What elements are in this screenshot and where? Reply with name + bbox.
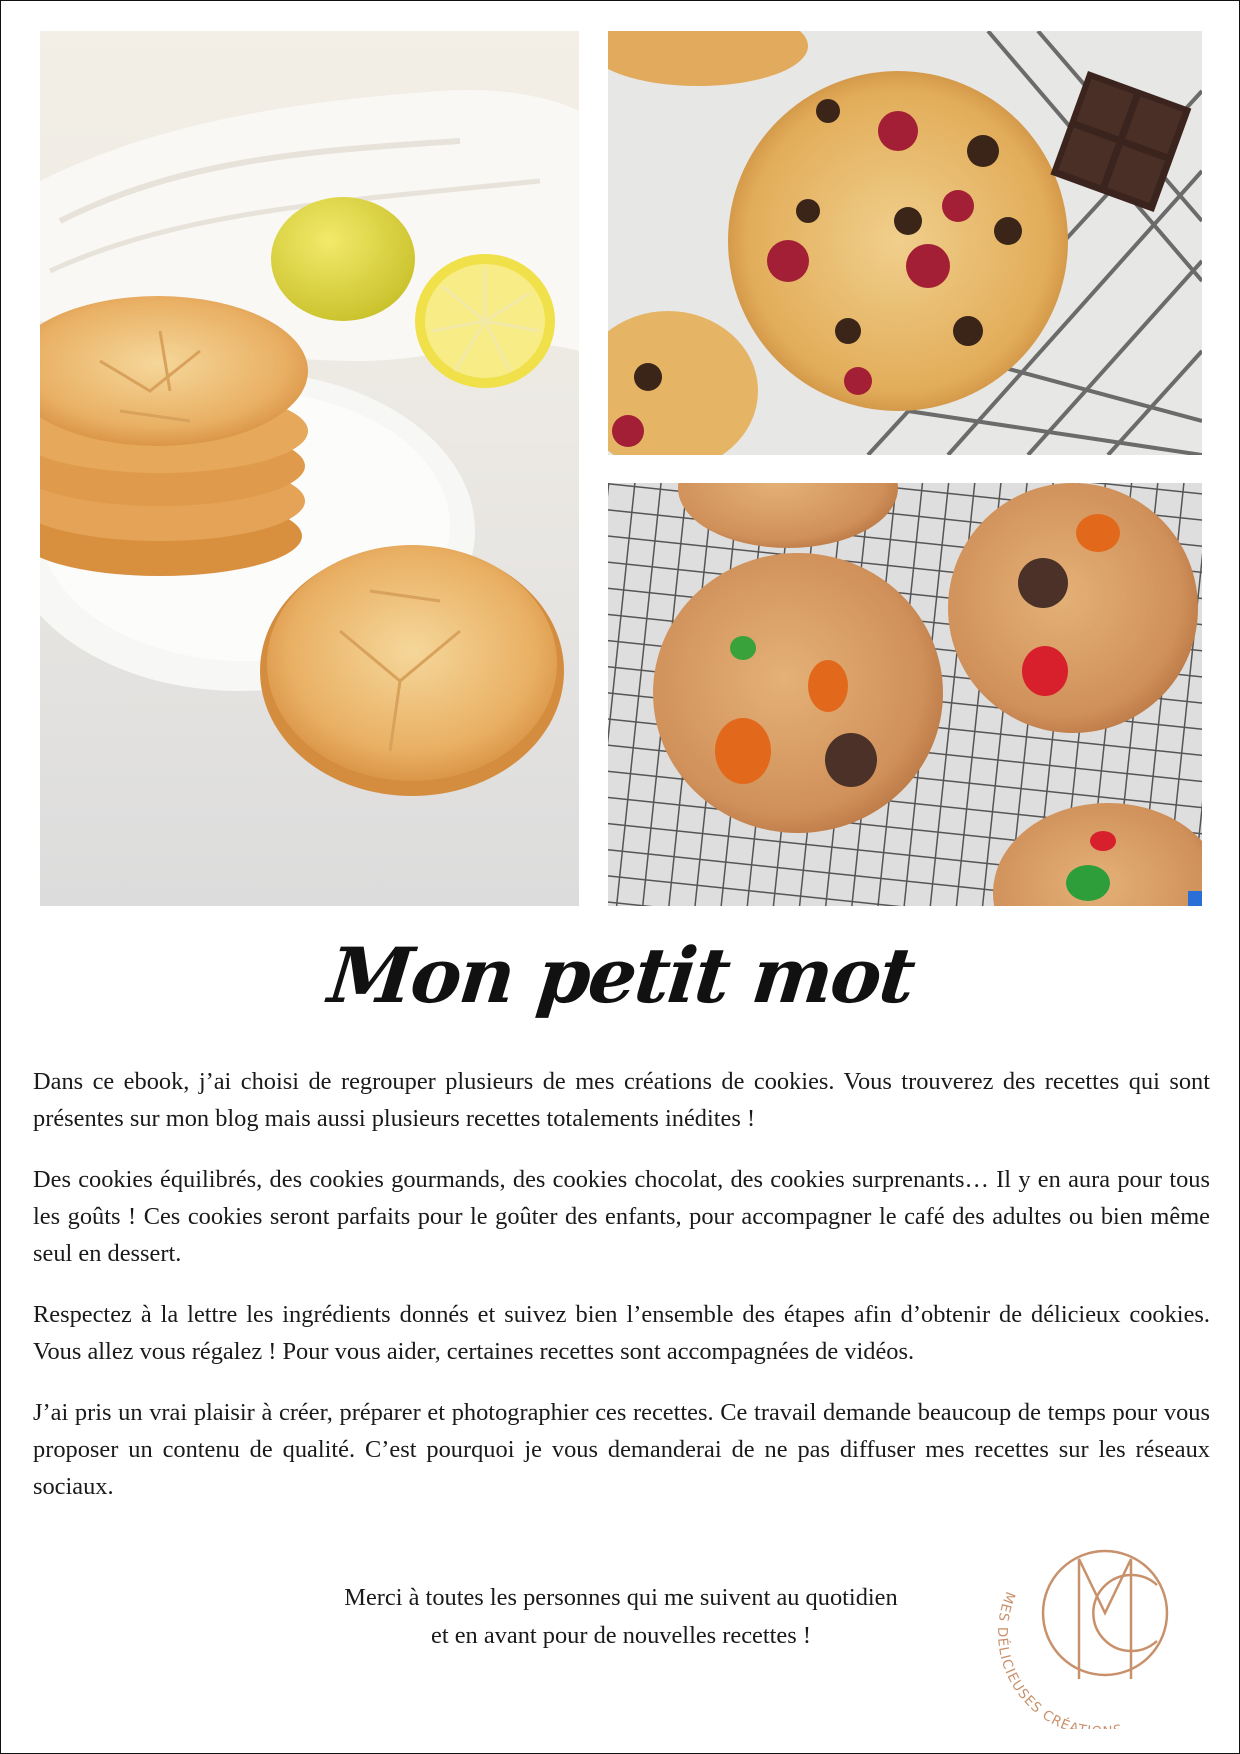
- thanks-line: et en avant pour de nouvelles recettes !: [431, 1622, 811, 1649]
- paragraph: Dans ce ebook, j’ai choisi de regrouper plusieurs de mes créations de cookies. Vous trouverez des recettes qui sont présentes sur mon blog mais aussi plusieurs recettes totalements inédites !: [33, 1068, 1210, 1132]
- thanks-line: Merci à toutes les personnes qui me suivent au quotidien: [344, 1584, 898, 1611]
- brand-logo: [997, 1529, 1207, 1729]
- thanks-message: [211, 1579, 1031, 1655]
- paragraph: Respectez à la lettre les ingrédients donnés et suivez bien l’ensemble des étapes afin d’obtenir de délicieux cookies. Vous allez vous régalez ! Pour vous aider, certaines recettes sont accompagnées de vidéos.: [33, 1301, 1210, 1365]
- logo-text: ME ICIEUSES CRÉA: [997, 1589, 1081, 1729]
- cherry-chocolate-cookie-photo: [608, 31, 1202, 455]
- paragraph: Des cookies équilibrés, des cookies gourmands, des cookies chocolat, des cookies surprenants… Il y en aura pour tous les goûts ! Ces cookies seront parfaits pour le goûter des enfants, pour accompagner le café des adultes ou bien même seul en dessert.: [33, 1166, 1210, 1267]
- page-title: Mon petit mot: [324, 931, 918, 1020]
- candy-cookies-photo: [608, 483, 1202, 906]
- lemon-cookies-photo: [40, 31, 579, 906]
- paragraph: J’ai pris un vrai plaisir à créer, préparer et photographier ces recettes. Ce travail demande beaucoup de temps pour vous proposer un contenu de qualité. C’est pourquoi je vous demanderai de ne pas diffuser mes recettes sur les réseaux sociaux.: [33, 1399, 1210, 1500]
- intro-text: [33, 1063, 1210, 1529]
